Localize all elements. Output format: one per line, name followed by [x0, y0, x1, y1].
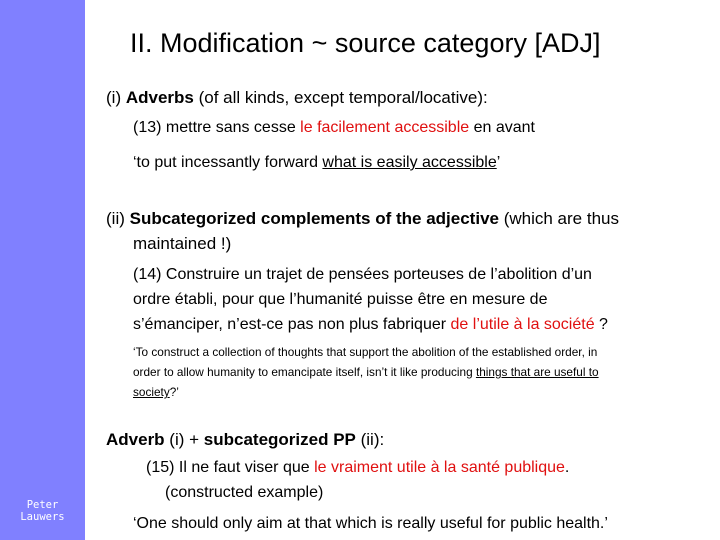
- author-label: [0, 499, 85, 523]
- example-13-part-b: en avant: [469, 119, 535, 136]
- author-last-name: Lauwers: [20, 511, 65, 523]
- example-14-line3-part-a: s’émanciper, n’est-ce pas non plus fabriquer: [133, 316, 451, 333]
- section-ii-heading-line2: maintained !): [133, 234, 232, 253]
- example-13: [133, 117, 535, 139]
- section-i-rest: (of all kinds, except temporal/locative):: [193, 88, 488, 107]
- gloss-13: [133, 152, 500, 174]
- gloss-14-line2: [133, 364, 599, 382]
- example-14-line3-part-b: ?: [594, 316, 608, 333]
- section-ii-prefix: (ii): [106, 209, 130, 228]
- section-ii-heading: [106, 208, 619, 230]
- gloss-13-part-a: ‘to put incessantly forward: [133, 154, 323, 171]
- example-14-line1: (14) Construire un trajet de pensées porteuses de l’abolition d’un: [133, 266, 592, 283]
- gloss-13-part-b: ’: [496, 154, 501, 171]
- example-15-highlight: le vraiment utile à la santé publique: [314, 459, 565, 476]
- example-14-line3: [133, 314, 608, 336]
- gloss-14-line1: ‘To construct a collection of thoughts that support the abolition of the established order, in: [133, 345, 598, 359]
- section-i-heading: [106, 87, 488, 109]
- gloss-14-line3: [133, 384, 179, 402]
- section-ii-rest: (which are thus: [498, 209, 619, 228]
- example-15-note: (constructed example): [165, 484, 324, 501]
- section-iii-heading: [106, 429, 384, 451]
- example-13-part-a: (13) mettre sans cesse: [133, 119, 301, 136]
- section-i-bold: Adverbs: [125, 88, 194, 107]
- author-first-name: Peter: [26, 499, 59, 511]
- example-15-part-b: .: [564, 459, 570, 476]
- gloss-14-line2-part-a: order to allow humanity to emancipate itself, isn’t it like producing: [133, 365, 476, 379]
- example-14-line2: ordre établi, pour que l’humanité puisse être en mesure de: [133, 291, 548, 308]
- gloss-14-line3-end: ?’: [169, 385, 179, 399]
- section-iii-bold-a: Adverb: [106, 430, 165, 449]
- section-ii-bold: Subcategorized complements of the adjective: [129, 209, 499, 228]
- slide-title: II. Modification ~ source category [ADJ]: [130, 28, 601, 58]
- example-15-part-a: (15) Il ne faut viser que: [146, 459, 315, 476]
- example-15: [146, 457, 569, 479]
- section-iii-bold-b: subcategorized PP: [203, 430, 356, 449]
- sidebar-band: [0, 0, 85, 540]
- gloss-14-underlined-a: things that are useful to: [475, 365, 599, 379]
- section-i-prefix: (i): [106, 88, 126, 107]
- gloss-14-underlined-b: society: [133, 385, 170, 399]
- gloss-13-underlined: what is easily accessible: [322, 154, 497, 171]
- section-iii-rest: (ii):: [355, 430, 385, 449]
- section-iii-mid: (i) +: [164, 430, 204, 449]
- example-13-highlight: le facilement accessible: [300, 119, 470, 136]
- example-14-highlight: de l’utile à la société: [450, 316, 595, 333]
- gloss-15: ‘One should only aim at that which is really useful for public health.’: [133, 515, 608, 532]
